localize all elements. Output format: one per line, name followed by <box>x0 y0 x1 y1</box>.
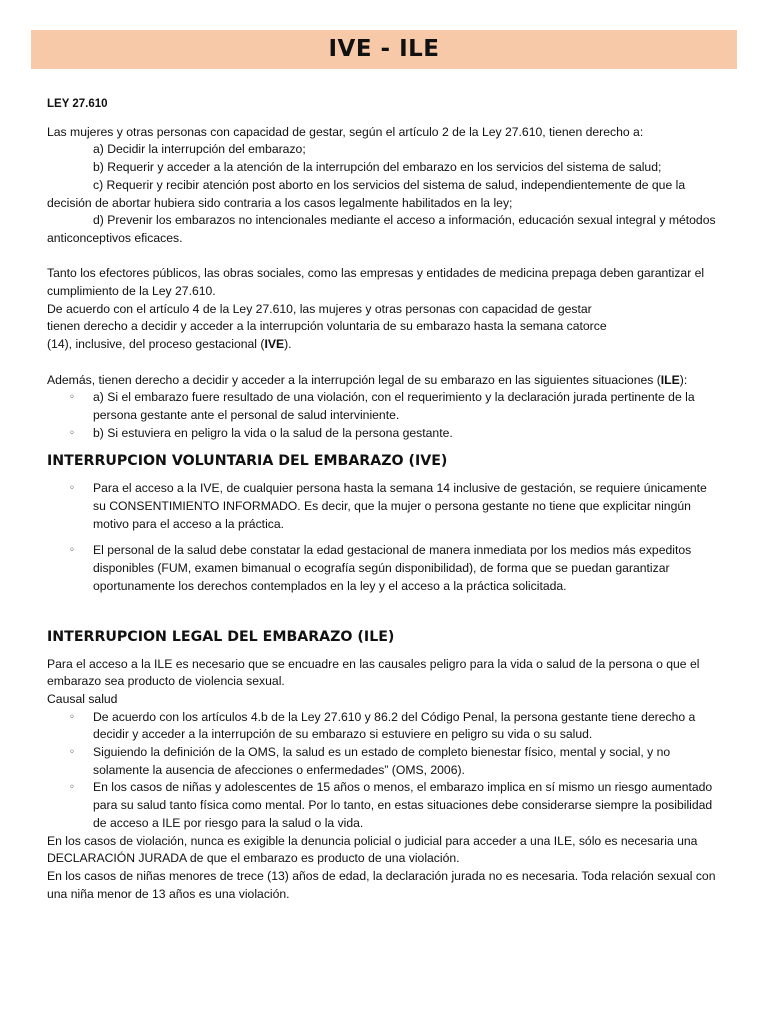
list-item: ◦ Siguiendo la definición de la OMS, la salud es un estado de completo bienestar físico, mental y social, y no solamente la ausencia de afecciones o enfermedades” (OMS, 2006). <box>47 744 723 779</box>
ile-intro-end: ): <box>679 372 688 387</box>
menores-paragraph: En los casos de niñas menores de trece (13) años de edad, la declaración jurada no es necesaria. Toda relación sexual con una niña menor de 13 años es una violación. <box>47 868 716 901</box>
causal-label: Causal salud <box>47 691 118 706</box>
list-item: ◦ b) Si estuviera en peligro la vida o la salud de la persona gestante. <box>47 425 723 443</box>
ile-situations-list <box>47 389 723 442</box>
ile-abbrev: ILE <box>660 372 680 387</box>
list-item: ◦ De acuerdo con los artículos 4.b de la Ley 27.610 y 86.2 del Código Penal, la persona gestante tiene derecho a decidir y acceder a la interrupción de su embarazo si estuviere en peligro su vida o su salud. <box>47 709 723 744</box>
art4-line-1: De acuerdo con el artículo 4 de la Ley 27.610, las mujeres y otras personas con capacidad de gestar <box>47 301 592 316</box>
intro-paragraph: Las mujeres y otras personas con capacidad de gestar, según el artículo 2 de la Ley 27.610, tienen derecho a: <box>47 124 644 139</box>
law-reference: LEY 27.610 <box>47 98 108 110</box>
causal-salud-list <box>47 709 723 833</box>
page-title: IVE - ILE <box>31 30 737 69</box>
list-item: ◦ El personal de la salud debe constatar la edad gestacional de manera inmediata por los medios más expeditos disponibles (FUM, examen bimanual o ecografía según disponibilidad), de forma que se puedan garantizar oportunamente los derechos contemplados en la ley y el acceso a la práctica solicitada. <box>47 542 723 595</box>
right-item-c: c) Requerir y recibir atención post aborto en los servicios del sistema de salud, independientemente de que la decisión de abortar hubiera sido contraria a los casos legalmente habilitados en la ley; <box>47 177 686 210</box>
ile-intro-paragraph <box>47 372 723 390</box>
right-item-a: a) Decidir la interrupción del embarazo; <box>93 142 306 157</box>
art4-line-3-end: ). <box>284 337 292 352</box>
efectores-paragraph: Tanto los efectores públicos, las obras sociales, como las empresas y entidades de medicina prepaga deben garantizar el cumplimiento de la Ley 27.610. <box>47 266 705 299</box>
list-item: ◦ a) Si el embarazo fuere resultado de una violación, con el requerimiento y la declaración jurada pertinente de la persona gestante ante el personal de salud interviniente. <box>47 389 723 424</box>
right-item-b: b) Requerir y acceder a la atención de la interrupción del embarazo en los servicios del sistema de salud; <box>93 160 662 175</box>
violacion-paragraph: En los casos de violación, nunca es exigible la denuncia policial o judicial para acceder a una ILE, sólo es necesaria una DECLARACIÓN JURADA de que el embarazo es producto de una violación. <box>47 833 698 866</box>
list-item: ◦ Para el acceso a la IVE, de cualquier persona hasta la semana 14 inclusive de gestación, se requiere únicamente su CONSENTIMIENTO INFORMADO. Es decir, que la mujer o persona gestante no tiene que explicitar ningún motivo para el acceso a la práctica. <box>47 480 723 533</box>
art4-line-2: tienen derecho a decidir y acceder a la interrupción voluntaria de su embarazo hasta la semana catorce <box>47 319 607 334</box>
ile-intro-text: Además, tienen derecho a decidir y acceder a la interrupción legal de su embarazo en las siguientes situaciones ( <box>47 372 661 387</box>
right-item-d: d) Prevenir los embarazos no intencionales mediante el acceso a información, educación sexual integral y métodos anticonceptivos eficaces. <box>47 213 716 245</box>
ive-abbrev: IVE <box>264 337 285 352</box>
list-item: ◦ En los casos de niñas y adolescentes de 15 años o menos, el embarazo implica en sí mismo un riesgo aumentado para su salud tanto física como mental. Por lo tanto, en estas situaciones debe considerarse siempre la posibilidad de acceso a ILE por riesgo para la salud o la vida. <box>47 779 723 832</box>
art4-line-3 <box>47 336 723 354</box>
section-heading-ile: INTERRUPCION LEGAL DEL EMBARAZO (ILE) <box>47 628 395 645</box>
ive-bullet-list <box>47 480 723 595</box>
section-heading-ive: INTERRUPCION VOLUNTARIA DEL EMBARAZO (IVE) <box>47 453 448 470</box>
art4-line-3-text: (14), inclusive, del proceso gestacional ( <box>47 337 265 352</box>
ile-access-paragraph: Para el acceso a la ILE es necesario que se encuadre en las causales peligro para la vida o salud de la persona o que el embarazo sea producto de violencia sexual. <box>47 656 700 689</box>
document-body <box>47 96 723 903</box>
